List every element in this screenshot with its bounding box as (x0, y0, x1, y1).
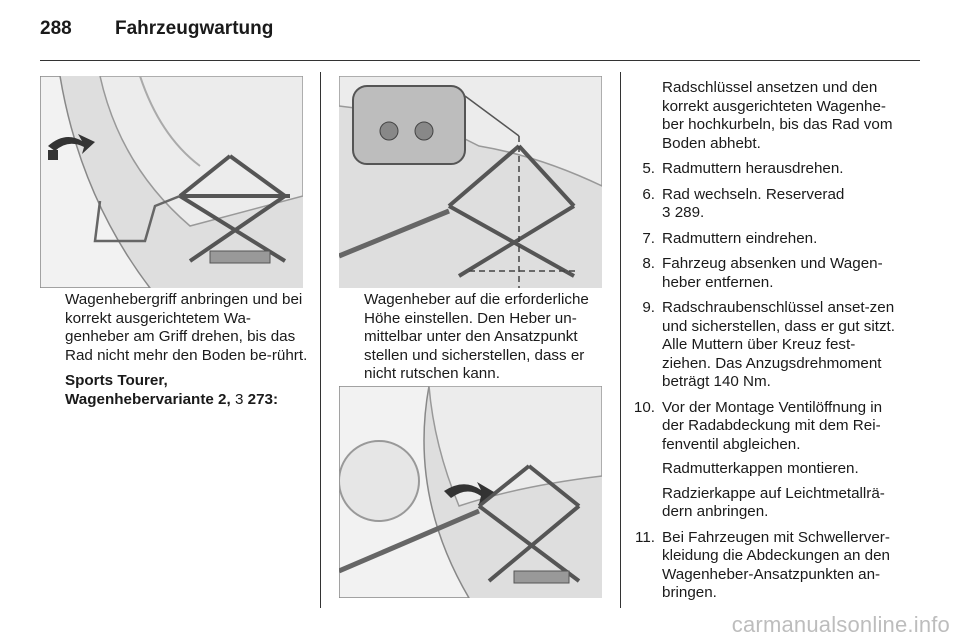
caption-figure-1 (65, 291, 308, 409)
intro-paragraph: Radschlüssel ansetzen und den korrekt ausgerichteten Wagenhe-ber hochkurbeln, bis das Rad vom Boden abhebt. (662, 79, 893, 152)
page-ref: 273: (247, 390, 279, 408)
list-item (631, 299, 903, 392)
step-extra-1: Radmutterkappen montieren. (662, 460, 859, 477)
step-number: 11. (635, 528, 655, 546)
list-item (631, 529, 903, 603)
list-item (631, 186, 903, 223)
subheading-line2: Wagenhebervariante 2, (65, 390, 231, 408)
step-text: Radmuttern herausdrehen. (662, 160, 844, 177)
step-number: 6. (642, 185, 655, 203)
jack-handle-illustration (40, 76, 303, 288)
subheading-line1: Sports Tourer, (65, 372, 168, 389)
list-item (631, 160, 903, 179)
caption-text: Wagenhebergriff anbringen und bei korrekt ausgerichtetem Wa-genheber am Griff drehen, bis das Rad nicht mehr den Boden be-rührt. (65, 291, 308, 364)
step-text: Radmuttern eindrehen. (662, 229, 818, 247)
step-text: Radschraubenschlüssel anset-zen und sicherstellen, dass er gut sitzt. Alle Muttern über Kreuz fest-ziehen. Das Anzugsdrehmoment beträgt 140 Nm. (662, 299, 895, 390)
page-ref-icon: 3 (662, 204, 671, 221)
list-item (631, 255, 903, 292)
list-item (631, 230, 903, 249)
step-number: 7. (642, 229, 655, 247)
step-number: 10. (633, 398, 655, 416)
page-title: Fahrzeugwartung (115, 18, 274, 39)
column-divider-1 (320, 72, 321, 608)
page-ref: 289. (674, 204, 705, 221)
step-text: Vor der Montage Ventilöffnung in der Radabdeckung mit dem Rei-fenventil abgleichen. (662, 398, 883, 453)
step-extra-2: Radzierkappe auf Leichtmetallrä-dern anbringen. (662, 484, 885, 520)
column-divider-2 (620, 72, 621, 608)
list-item (631, 399, 903, 522)
jack-positioning-illustration (339, 76, 602, 288)
page-ref-icon: 3 (234, 390, 244, 408)
step-text: Rad wechseln. Reserverad (662, 185, 845, 203)
jack-cranking-illustration (339, 386, 602, 598)
step-number: 5. (642, 160, 655, 177)
steps-list (631, 160, 903, 603)
caption-figure-2 (364, 291, 607, 391)
step-number: 8. (642, 255, 655, 272)
instructions-column (631, 79, 903, 610)
page-number: 288 (40, 18, 72, 39)
caption-text: Wagenheber auf die erforderliche Höhe einstellen. Den Heber un-mittelbar unter den Ansatzpunkt stellen und sicherstellen, dass er nicht rutschen kann. (364, 291, 589, 382)
step-text: Bei Fahrzeugen mit Schwellerver-kleidung die Abdeckungen an den Wagenheber-Ansatzpunkten an-bringen. (662, 528, 891, 601)
watermark: carmanualsonline.info (731, 612, 950, 637)
step-number: 9. (642, 299, 655, 316)
subheading (65, 372, 308, 409)
header-rule (40, 60, 920, 61)
step-text: Fahrzeug absenken und Wagen-heber entfernen. (662, 255, 883, 291)
